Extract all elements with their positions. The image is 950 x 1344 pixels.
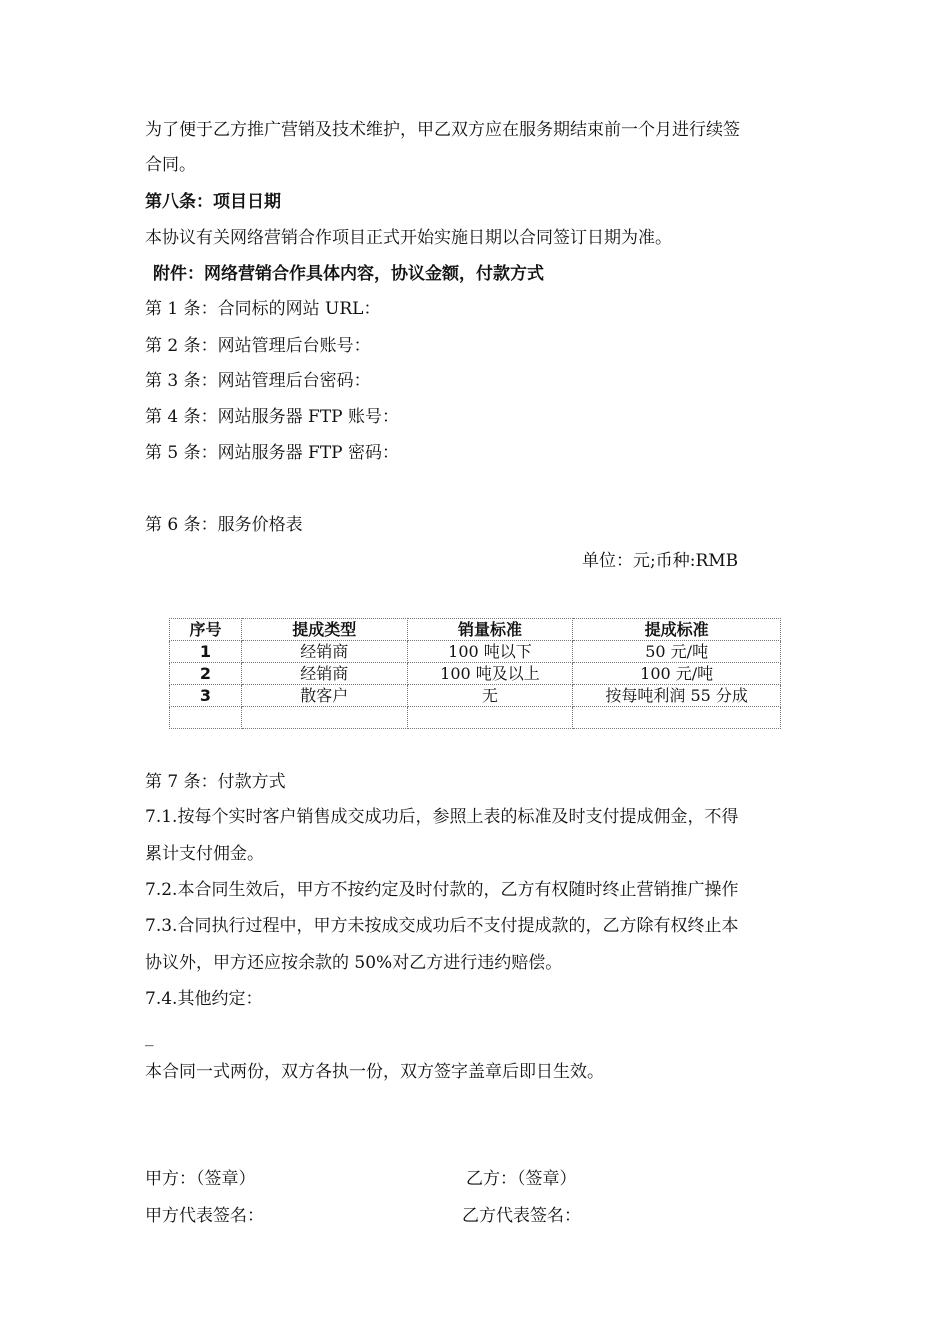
intro-line-2: 合同。 [145,155,196,175]
item-5: 第 5 条：网站服务器 FTP 密码： [145,443,400,463]
payment-line-5: 协议外，甲方还应按余款的 50%对乙方进行违约赔偿。 [145,953,563,973]
item-6: 第 6 条：服务价格表 [145,515,303,535]
table-row [170,641,781,663]
item-1: 第 1 条：合同标的网站 URL： [145,299,381,319]
table-cell: 1 [170,641,242,663]
item-3: 第 3 条：网站管理后台密码： [145,371,371,391]
intro-line-1: 为了便于乙方推广营销及技术维护，甲乙双方应在服务期结束前一个月进行续签 [145,120,740,140]
table-cell: 50 元/吨 [573,641,781,663]
table-header-cell: 提成类型 [241,619,407,641]
table-cell: 100 元/吨 [573,663,781,685]
item-7: 第 7 条：付款方式 [145,772,286,792]
table-cell: 按每吨利润 55 分成 [573,685,781,707]
party-a-rep-signature: 甲方代表签名： [145,1206,264,1226]
table-row-empty [170,707,781,729]
table-cell: 经销商 [241,663,407,685]
payment-line-3: 7.2.本合同生效后，甲方不按约定及时付款的，乙方有权随时终止营销推广操作 [145,880,739,900]
article8-heading: 第八条：项目日期 [145,192,281,212]
party-a-seal: 甲方：（签章） [145,1169,256,1189]
payment-line-2: 累计支付佣金。 [145,844,264,864]
table-cell: 无 [407,685,573,707]
table-cell [241,707,407,729]
table-header-cell: 提成标准 [573,619,781,641]
party-b-seal: 乙方：（签章） [466,1169,577,1189]
price-table [169,618,781,729]
table-row [170,685,781,707]
payment-line-4: 7.3.合同执行过程中，甲方未按成交成功后不支付提成款的，乙方除有权终止本 [145,916,739,936]
table-cell [170,707,242,729]
item-4: 第 4 条：网站服务器 FTP 账号： [145,407,400,427]
table-cell [407,707,573,729]
table-header-row [170,619,781,641]
item-2: 第 2 条：网站管理后台账号： [145,336,371,356]
table-cell: 100 吨以下 [407,641,573,663]
appendix-title: 附件：网络营销合作具体内容，协议金额，付款方式 [153,264,544,284]
blank-dash: _ [145,1027,154,1047]
table-cell [573,707,781,729]
party-b-rep-signature: 乙方代表签名： [462,1206,581,1226]
payment-line-1: 7.1.按每个实时客户销售成交成功后，参照上表的标准及时支付提成佣金，不得 [145,807,739,827]
table-header-cell: 销量标准 [407,619,573,641]
closing-text: 本合同一式两份，双方各执一份，双方签字盖章后即日生效。 [145,1062,604,1082]
table-cell: 2 [170,663,242,685]
table-cell: 3 [170,685,242,707]
table-row [170,663,781,685]
unit-label: 单位：元;币种:RMB [582,551,739,571]
table-cell: 散客户 [241,685,407,707]
article8-text: 本协议有关网络营销合作项目正式开始实施日期以合同签订日期为准。 [145,228,672,248]
table-header-cell: 序号 [170,619,242,641]
payment-line-6: 7.4.其他约定： [145,989,263,1009]
table-cell: 100 吨及以上 [407,663,573,685]
table-cell: 经销商 [241,641,407,663]
